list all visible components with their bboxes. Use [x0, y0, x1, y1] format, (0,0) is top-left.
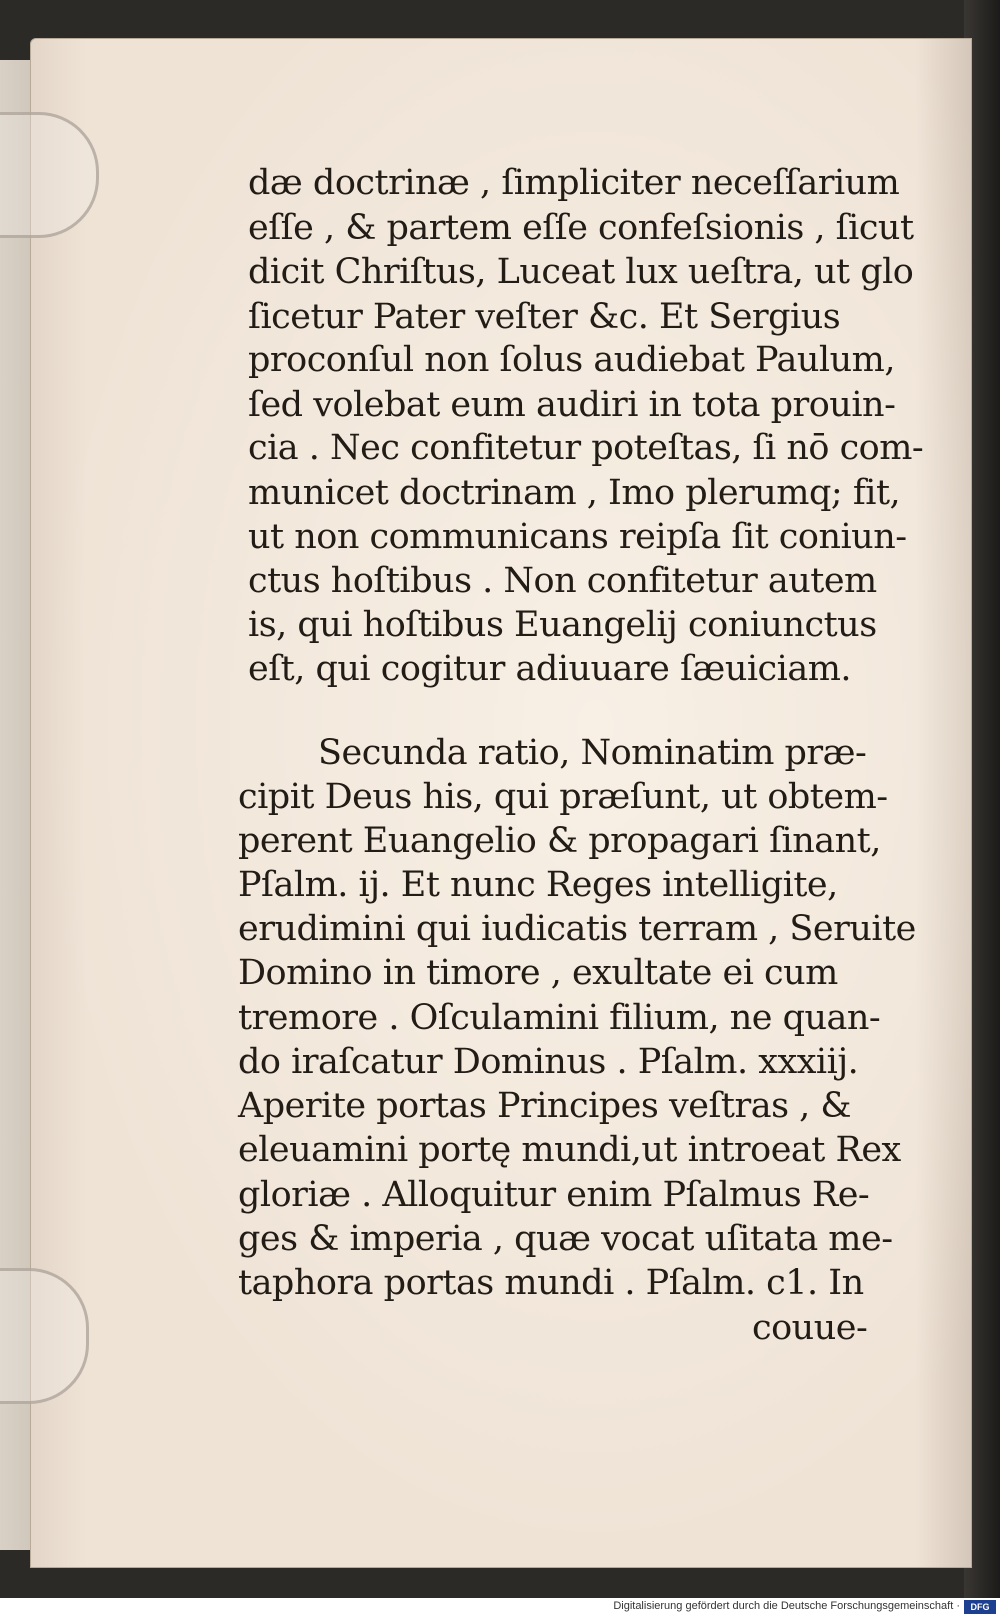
text-line: is, qui hoſtibus Euangelij coniunctus — [248, 605, 877, 645]
text-line: erudimini qui iudicatis terram , Seruite — [238, 909, 916, 949]
text-line: taphora portas mundi . Pſalm. c1. In — [238, 1263, 864, 1303]
funding-credit: Digitalisierung gefördert durch die Deutsche Forschungsgemeinschaft · — [613, 1600, 960, 1612]
text-line: dæ doctrinæ , ſimpliciter neceſſarium — [248, 163, 900, 203]
text-line: proconſul non ſolus audiebat Paulum, — [248, 340, 895, 380]
text-line: cia . Nec confitetur poteſtas, ſi nō com- — [248, 428, 924, 468]
text-line: Aperite portas Principes veſtras , & — [238, 1086, 852, 1126]
text-line: gloriæ . Alloquitur enim Pſalmus Re- — [238, 1175, 870, 1215]
text-line: Pſalm. ij. Et nunc Reges intelligite, — [238, 865, 838, 905]
text-line: eſſe , & partem eſſe confeſsionis , ſicut — [248, 208, 914, 248]
text-line: ſicetur Pater veſter &c. Et Sergius — [248, 297, 841, 337]
text-line: ges & imperia , quæ vocat uſitata me- — [238, 1219, 893, 1259]
page-text-block — [30, 38, 972, 1568]
text-line: ſed volebat eum audiri in tota prouin- — [248, 385, 896, 425]
text-line: municet doctrinam , Imo plerumq; fit, — [248, 473, 901, 513]
text-line: cipit Deus his, qui præſunt, ut obtem- — [238, 777, 888, 817]
text-line: Secunda ratio, Nominatim præ- — [318, 733, 867, 773]
text-line: ctus hoſtibus . Non confitetur autem — [248, 561, 877, 601]
text-line: dicit Chriſtus, Luceat lux ueſtra, ut glo — [248, 252, 914, 292]
text-line: do iraſcatur Dominus . Pſalm. xxxiij. — [238, 1042, 859, 1082]
text-line: tremore . Oſculamini filium, ne quan- — [238, 998, 881, 1038]
text-line: perent Euangelio & propagari ſinant, — [238, 821, 881, 861]
text-line: Domino in timore , exultate ei cum — [238, 953, 838, 993]
text-line: eſt, qui cogitur adiuuare ſæuiciam. — [248, 649, 852, 689]
catchword: couue- — [752, 1308, 868, 1348]
text-line: eleuamini portę mundi,ut introeat Rex — [238, 1130, 901, 1170]
dfg-logo: DFG — [964, 1600, 996, 1614]
text-line: ut non communicans reipſa ſit coniun- — [248, 517, 907, 557]
book-page — [30, 38, 972, 1568]
